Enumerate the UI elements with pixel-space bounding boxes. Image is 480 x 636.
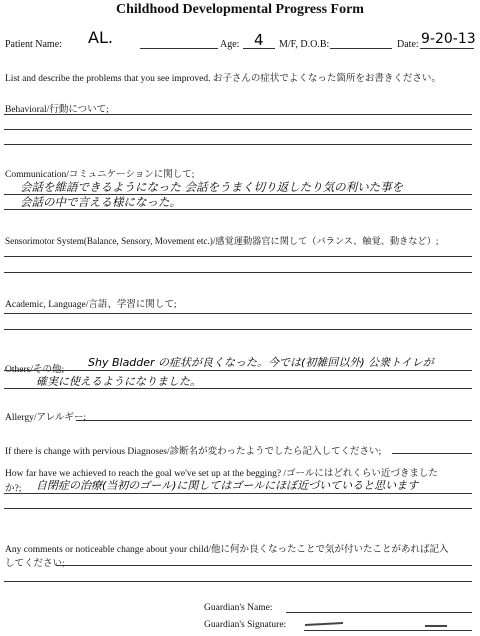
goal-label-line-1: How far have we achieved to reach the goal we've set up at the begging? /ゴールにはどれくらい近づきました — [5, 469, 438, 479]
guardian-name-label: Guardian's Name: — [204, 603, 273, 613]
others-answer-line-1[interactable]: Shy Bladder の症状が良くなった。今では(初雑回以外) 公衆トイレが — [88, 356, 434, 369]
guardian-signature-line — [304, 630, 472, 631]
allergy-line — [76, 420, 472, 421]
patient-name-value[interactable]: AL. — [88, 28, 113, 47]
academic-line-2 — [4, 329, 472, 330]
sensorimotor-line-1 — [4, 256, 472, 257]
behavioral-line-1 — [4, 114, 472, 115]
behavioral-line-2 — [4, 129, 472, 130]
comments-line-2 — [4, 581, 472, 582]
goal-answer[interactable]: 自閉症の治療(当初のゴール)に関してはゴールにほぼ近づいていると思います — [36, 479, 419, 492]
others-line-2 — [4, 388, 472, 389]
age-value[interactable]: 4 — [254, 31, 264, 49]
age-label: Age: — [220, 39, 240, 50]
date-label: Date: — [397, 39, 419, 50]
comments-label-line-1: Any comments or noticeable change about your child/他に何か良くなったことで気が付いたことがあれば記入 — [5, 545, 449, 555]
patient-name-line — [140, 48, 218, 49]
communication-answer-line-2[interactable]: 会話の中で言える様になった。 — [20, 195, 181, 209]
behavioral-label: Behavioral/行動について; — [5, 105, 109, 115]
guardian-name-line — [286, 612, 472, 613]
academic-label: Academic, Language/言語、学習に関して; — [5, 300, 177, 310]
dob-line — [330, 48, 392, 49]
comments-line-1 — [56, 565, 472, 566]
diagnoses-line — [392, 453, 472, 454]
goal-label-line-2: か?; — [5, 484, 22, 494]
date-line — [420, 48, 474, 49]
guardian-signature-scrawl — [305, 622, 343, 626]
sensorimotor-line-2 — [4, 272, 472, 273]
sex-dob-label: M/F, D.O.B: — [279, 39, 330, 50]
others-answer-line-2[interactable]: 確実に使えるようになりました。 — [36, 375, 201, 388]
academic-line-1 — [4, 313, 472, 314]
date-value[interactable]: 9-20-13 — [421, 31, 476, 47]
allergy-label: Allergy/アレルギー; — [5, 413, 87, 423]
others-line-1 — [4, 370, 472, 371]
comments-label-line-2: してください; — [5, 559, 65, 569]
behavioral-line-3 — [4, 144, 472, 145]
communication-answer-line-1[interactable]: 会話を維語できるようになった 会話をうまく切り返したり気の利いた事を — [20, 180, 404, 194]
patient-name-label: Patient Name: — [5, 39, 62, 50]
goal-line-2 — [4, 508, 472, 509]
guardian-signature-label: Guardian's Signature: — [204, 620, 287, 630]
guardian-signature-scrawl-2 — [425, 625, 447, 627]
form-title: Childhood Developmental Progress Form — [116, 2, 364, 17]
diagnoses-label: If there is change with pervious Diagnoses/診断名が変わったようでしたら記入してください; — [5, 447, 382, 457]
instructions: List and describe the problems that you see improved. お子さんの症状でよくなった箇所をお書きください。 — [5, 74, 441, 84]
age-line — [243, 48, 275, 49]
others-label: Others/その他; — [5, 365, 65, 375]
goal-line-1 — [4, 493, 472, 494]
sensorimotor-label: Sensorimotor System(Balance, Sensory, Movement etc.)/感覚運動器官に関して（バランス、触覚、動きなど）; — [5, 236, 439, 246]
communication-label: Communication/コミュニケーションに関して; — [5, 170, 195, 180]
communication-line-2 — [4, 209, 472, 210]
